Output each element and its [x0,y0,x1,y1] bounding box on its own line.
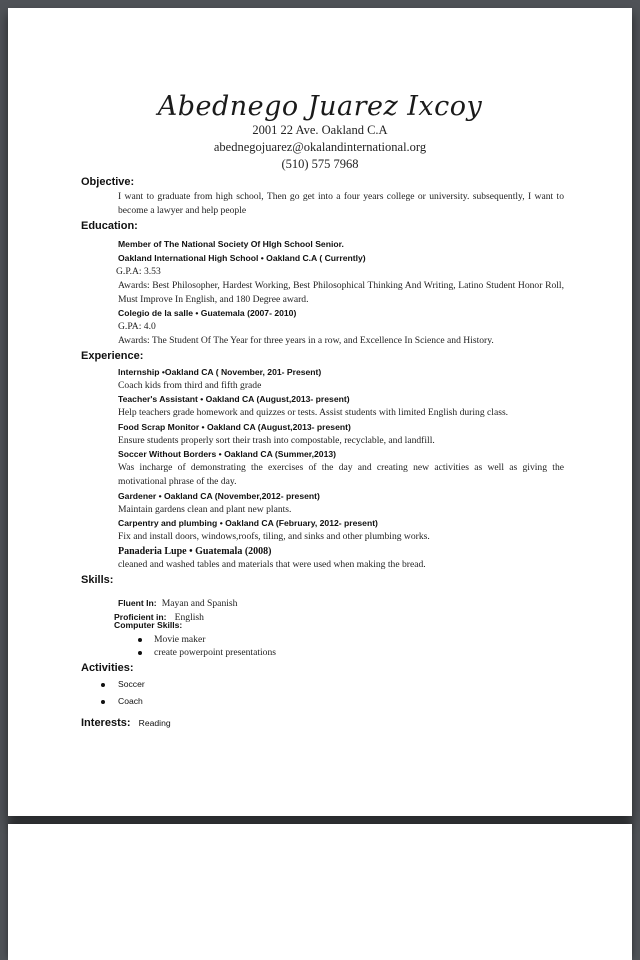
objective-text: I want to graduate from high school, Then go get into a four years college or university. subsequently, I want to become a lawyer and help people [118,191,564,216]
bullet-icon [138,638,142,642]
activities-heading: Activities: [81,662,134,674]
skills-proficient-label: Proficient in: [114,612,167,622]
education-gpa-2: G.PA: 4.0 [118,321,156,332]
phone: (510) 575 7968 [281,157,359,171]
interests [81,711,171,730]
skills-heading: Skills: [81,574,114,586]
job-title: Panaderia Lupe • Guatemala (2008) [118,546,272,557]
skills-proficient-value: English [174,612,204,623]
address: 2001 22 Ave. Oakland C.A [252,123,388,137]
education-school-1: Oakland International High School • Oakland C.A ( Currently) [118,253,366,263]
education-awards-2: Awards: The Student Of The Year for three years in a row, and Excellence In Science and History. [118,335,494,346]
education-membership: Member of The National Society Of HIgh School Senior. [118,239,344,249]
interests-value: Reading [138,718,171,728]
job-title: Gardener • Oakland CA (November,2012- present) [118,491,320,501]
job-description: Ensure students properly sort their trash into compostable, recyclable, and landfill. [118,435,435,446]
email: abednegojuarez@okalandinternational.org [213,140,427,154]
resume-name: Abednego Juarez Ixcoy [157,91,483,122]
education-awards-1: Awards: Best Philosopher, Hardest Working, Best Philosophical Thinking And Writing, Latino Student Honor Roll, Must Improve In English, and 180 Degree award. [118,280,564,305]
job-title: Food Scrap Monitor • Oakland CA (August,2013- present) [118,422,351,432]
education-heading: Education: [81,220,138,232]
activity-item: Coach [118,696,143,706]
job-description: Maintain gardens clean and plant new plants. [118,504,292,515]
activity-item: Soccer [118,679,145,689]
job-title: Soccer Without Borders • Oakland CA (Summer,2013) [118,449,336,459]
job-description: Help teachers grade homework and quizzes or tests. Assist students with limited English during class. [118,407,509,418]
skills-fluent-label: Fluent In: [118,598,157,608]
skills-fluent-value: Mayan and Spanish [161,598,238,609]
bullet-icon [138,651,142,655]
job-title: Internship •Oakland CA ( November, 201- Present) [118,367,322,377]
next-page [8,824,632,960]
bullet-icon [101,683,105,687]
job-description: cleaned and washed tables and materials that were used when making the bread. [118,559,426,570]
job-title: Teacher's Assistant • Oakland CA (August,2013- present) [118,394,350,404]
resume-page [8,8,632,816]
job-description: Was incharge of demonstrating the exercises of the day and creating new activities as well as giving the motivational phrase of the day. [118,462,564,487]
experience-heading: Experience: [81,350,144,362]
job-description: Fix and install doors, windows,roofs, tiling, and sinks and other plumbing works. [118,531,430,542]
computer-skill-item: create powerpoint presentations [154,647,277,658]
interests-heading: Interests: [81,717,131,729]
job-title: Carpentry and plumbing • Oakland CA (February, 2012- present) [118,518,378,528]
bullet-icon [101,700,105,704]
objective-heading: Objective: [81,176,135,188]
education-school-2: Colegio de la salle • Guatemala (2007- 2010) [118,308,297,318]
computer-skill-item: Movie maker [154,634,206,645]
education-gpa-1: G.P.A: 3.53 [116,266,161,277]
job-description: Coach kids from third and fifth grade [118,380,262,391]
skills-computer-label: Computer Skills: [114,620,183,630]
